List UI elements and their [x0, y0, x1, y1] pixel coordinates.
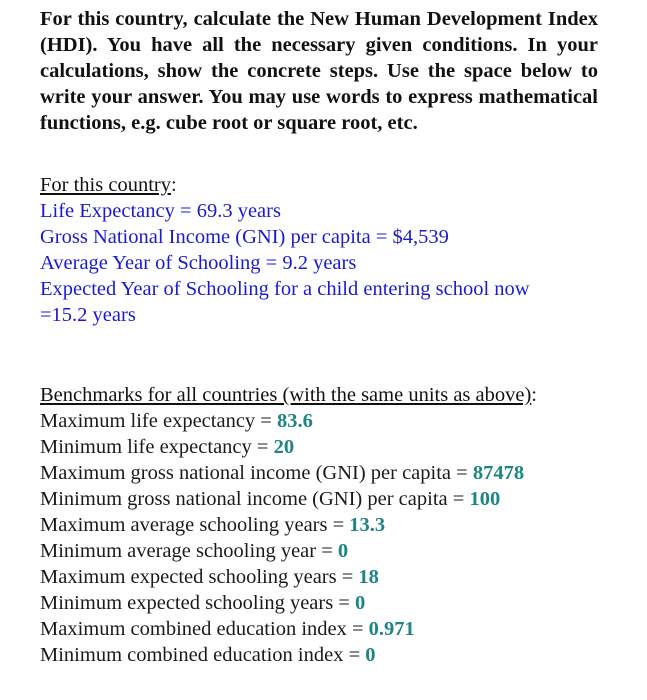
- benchmark-item: [40, 486, 598, 512]
- benchmarks-heading-text: Benchmarks for all countries (with the same units as above): [40, 384, 532, 406]
- benchmark-value: 87478: [472, 462, 525, 484]
- benchmark-label: Minimum average schooling year =: [40, 540, 338, 562]
- average-schooling-line: Average Year of Schooling = 9.2 years: [40, 252, 357, 274]
- benchmark-label: Maximum expected schooling years =: [40, 566, 359, 588]
- benchmark-value: 100: [469, 488, 501, 510]
- expected-schooling-value-line: =15.2 years: [40, 304, 136, 326]
- benchmark-item: [40, 434, 598, 460]
- benchmark-value: 0: [355, 592, 366, 614]
- benchmarks-heading: [40, 382, 598, 408]
- country-section: [40, 172, 598, 328]
- benchmark-label: Minimum expected schooling years =: [40, 592, 356, 614]
- benchmark-value: 0: [337, 540, 349, 562]
- benchmark-label: Maximum life expectancy =: [40, 410, 277, 432]
- benchmark-value: 13.3: [349, 514, 386, 536]
- benchmark-value: 18: [358, 566, 379, 588]
- country-heading: [40, 172, 598, 198]
- document: [40, 6, 598, 668]
- benchmark-item: [40, 564, 598, 590]
- question-prompt: For this country, calculate the New Human Development Index (HDI). You have all the necessary given conditions. In your calculations, show the concrete steps. Use the space below to write your answer. You may use words to express mathematical functions, e.g. cube root or square root, etc.: [40, 8, 598, 134]
- benchmark-item: [40, 538, 598, 564]
- benchmarks-section: [40, 382, 598, 668]
- benchmarks-heading-colon: :: [531, 384, 537, 406]
- benchmark-label: Minimum gross national income (GNI) per capita =: [40, 488, 470, 510]
- benchmark-value: 20: [273, 436, 295, 458]
- benchmark-value: 0: [365, 644, 376, 666]
- life-expectancy-line: Life Expectancy = 69.3 years: [40, 200, 281, 222]
- benchmark-item: [40, 408, 598, 434]
- gni-line: Gross National Income (GNI) per capita = $4,539: [40, 226, 449, 248]
- benchmark-item: [40, 460, 598, 486]
- benchmark-item: [40, 590, 598, 616]
- benchmark-label: Maximum average schooling years =: [40, 514, 350, 536]
- benchmark-value: 83.6: [276, 410, 313, 432]
- benchmark-label: Maximum gross national income (GNI) per capita =: [40, 462, 473, 484]
- benchmark-label: Minimum life expectancy =: [40, 436, 274, 458]
- benchmark-item: [40, 512, 598, 538]
- benchmark-item: [40, 642, 598, 668]
- expected-schooling-line: Expected Year of Schooling for a child entering school now: [40, 278, 530, 300]
- country-heading-colon: :: [170, 174, 177, 196]
- benchmark-item: [40, 616, 598, 642]
- benchmark-label: Minimum combined education index =: [40, 644, 366, 666]
- benchmark-value: 0.971: [368, 618, 415, 640]
- benchmark-label: Maximum combined education index =: [40, 618, 369, 640]
- country-heading-text: For this country: [40, 174, 171, 196]
